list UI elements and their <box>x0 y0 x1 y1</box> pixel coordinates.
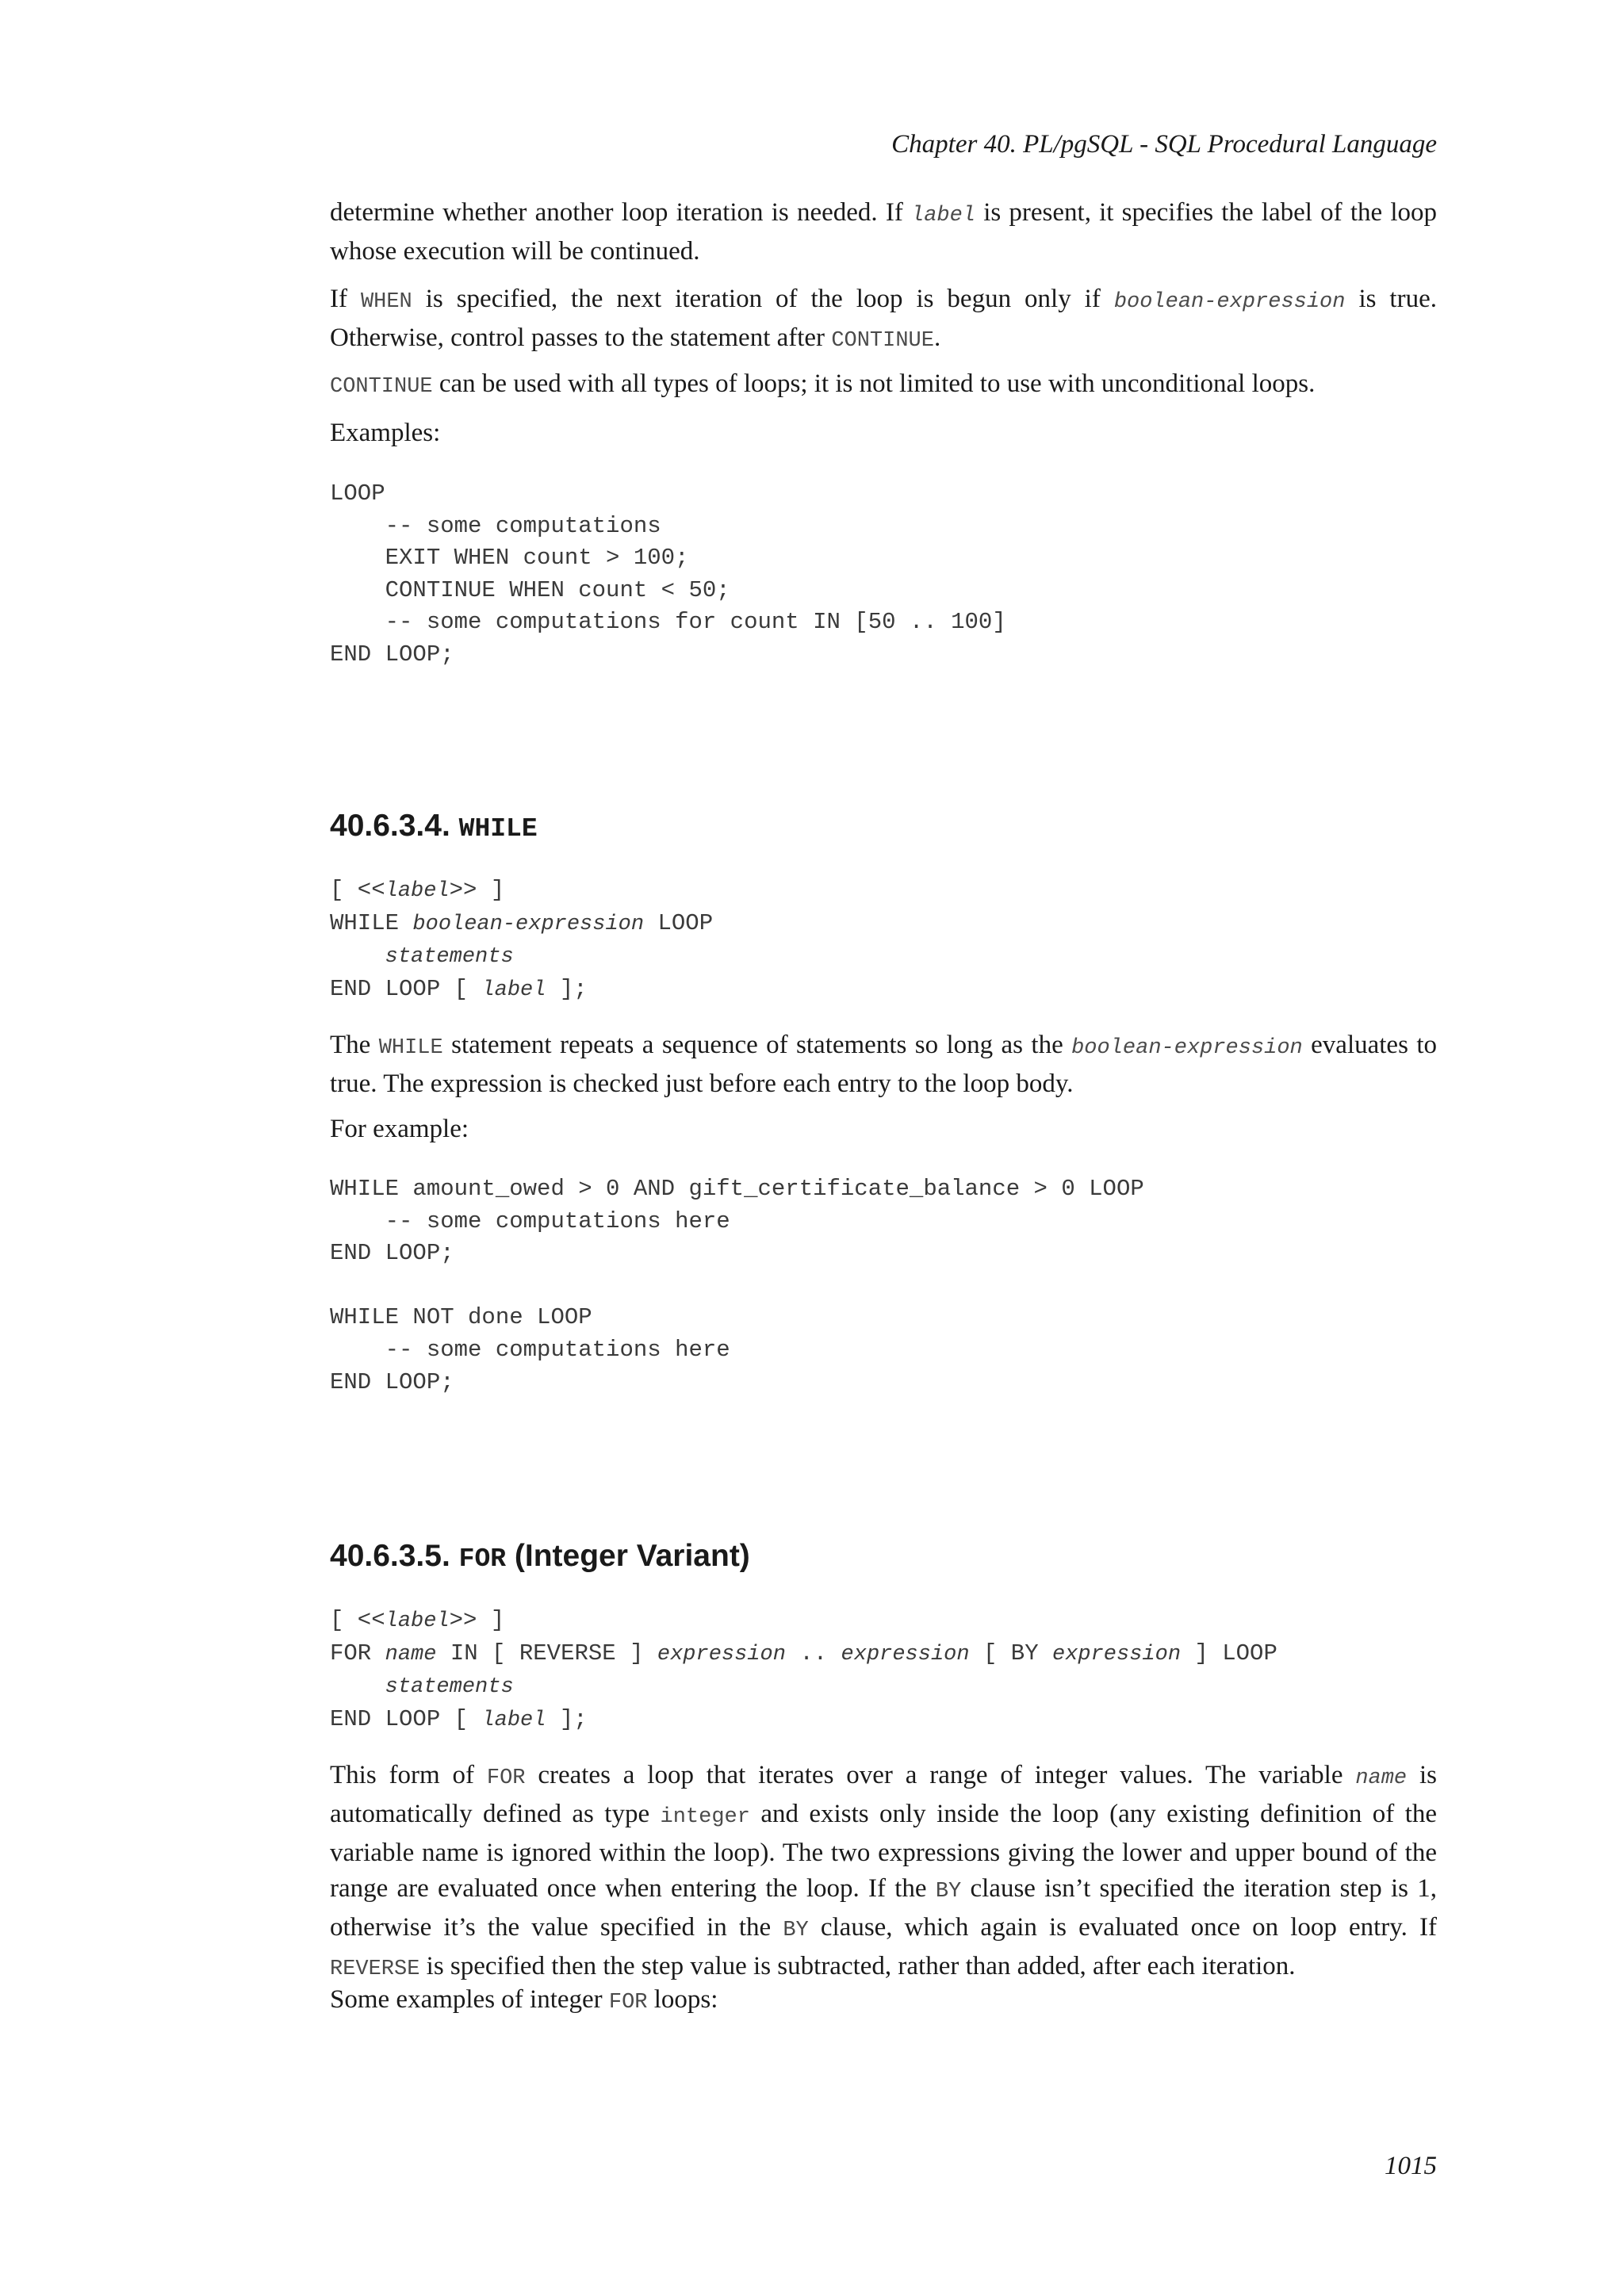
paragraph-continue-label: determine whether another loop iteration is needed. If label is present, it specifies the label of the loop whose execution will be continued. <box>330 198 1437 266</box>
inline-code-continue: CONTINUE <box>831 329 934 353</box>
paragraph-continue-usage: CONTINUE can be used with all types of loops; it is not limited to use with unconditional loops. <box>330 369 1316 399</box>
inline-code-reverse: REVERSE <box>330 1957 420 1981</box>
paragraph-when: If WHEN is specified, the next iteration of the loop is begun only if boolean-expression is true. Otherwise, control passes to the statement after CONTINUE. <box>330 285 1437 353</box>
inline-code-name: name <box>1355 1766 1408 1790</box>
paragraph-for-description: This form of FOR creates a loop that iterates over a range of integer values. The variable name is automatically defined as type integer and exists only inside the loop (any existing definition of the variable name is ignored within the loop). The two expressions giving the lower and upper bound of the range are evaluated once when entering the loop. If the BY clause isn’t specified the iteration step is 1, otherwise it’s the value specified in the BY clause, which again is evaluated once on loop entry. If REVERSE is specified then the step value is subtracted, rather than added, after each iteration. <box>330 1761 1438 1981</box>
inline-code-by: BY <box>783 1919 809 1942</box>
inline-code-for: FOR <box>486 1766 526 1790</box>
page-number: 1015 <box>1385 2152 1437 2180</box>
code-block-while-example: WHILE amount_owed > 0 AND gift_certificate_balance > 0 LOOP -- some computations here END LOOP; WHILE NOT done LOOP -- some computations here END LOOP; <box>330 1176 1144 1395</box>
section-heading-for-integer: 40.6.3.5. FOR (Integer Variant) <box>330 1539 750 1574</box>
inline-code-when: WHEN <box>360 290 412 314</box>
running-header: Chapter 40. PL/pgSQL - SQL Procedural Language <box>891 130 1437 159</box>
inline-code-continue: CONTINUE <box>330 375 433 399</box>
syntax-block-while: [ <<label>> ] WHILE boolean-expression LOOP statements END LOOP [ label ]; <box>330 877 714 1002</box>
inline-code-for: FOR <box>608 1991 648 2015</box>
inline-code-boolean-expression: boolean-expression <box>1113 290 1346 314</box>
inline-code-label: label <box>911 204 976 228</box>
paragraph-while-description: The WHILE statement repeats a sequence of statements so long as the boolean-expression evaluates to true. The expression is checked just before each entry to the loop body. <box>330 1031 1437 1098</box>
syntax-block-for: [ <<label>> ] FOR name IN [ REVERSE ] expression .. expression [ BY expression ] LOOP statements END LOOP [ label ]; <box>330 1607 1277 1732</box>
code-block-loop-example: LOOP -- some computations EXIT WHEN count > 100; CONTINUE WHEN count < 50; -- some computations for count IN [50 .. 100] END LOOP; <box>330 480 1006 668</box>
inline-code-by: BY <box>935 1880 962 1904</box>
inline-code-while: WHILE <box>378 1036 443 1060</box>
inline-code-integer: integer <box>660 1805 750 1829</box>
paragraph-for-example: For example: <box>330 1115 469 1143</box>
inline-code-boolean-expression: boolean-expression <box>1071 1036 1303 1060</box>
section-heading-while: 40.6.3.4. WHILE <box>330 809 538 844</box>
paragraph-integer-for-examples: Some examples of integer FOR loops: <box>330 1985 718 2015</box>
paragraph-examples: Examples: <box>330 419 441 447</box>
